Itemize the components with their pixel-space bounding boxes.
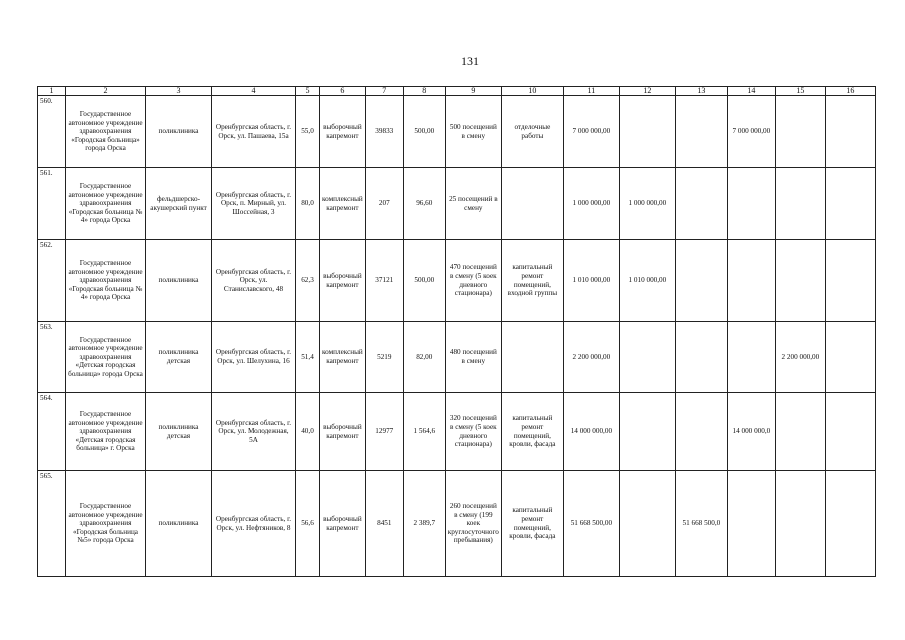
amount-cell bbox=[825, 240, 875, 322]
amount-cell bbox=[775, 168, 825, 240]
table-cell: 500,00 bbox=[403, 240, 445, 322]
capacity-cell: 320 посещений в смену (5 коек дневного стационара) bbox=[445, 393, 501, 471]
amount-cell bbox=[619, 393, 675, 471]
capacity-cell: 260 посещений в смену (199 коек круглосуточного пребывания) bbox=[445, 471, 501, 577]
amount-cell bbox=[727, 168, 775, 240]
amount-cell: 1 000 000,00 bbox=[619, 168, 675, 240]
table-row bbox=[38, 96, 876, 168]
amount-cell: 51 668 500,0 bbox=[675, 471, 727, 577]
table-cell: 51,4 bbox=[296, 322, 320, 393]
organization-cell: Государственное автономное учреждение здравоохранения «Городская больница № 4» города Орска bbox=[66, 168, 146, 240]
facility-type-cell: поликлиника bbox=[146, 96, 212, 168]
address-cell: Оренбургская область, г. Орск, ул. Станиславского, 48 bbox=[212, 240, 296, 322]
facility-type-cell: поликлиника детская bbox=[146, 322, 212, 393]
capacity-cell: 470 посещений в смену (5 коек дневного стационара) bbox=[445, 240, 501, 322]
amount-cell bbox=[775, 240, 825, 322]
column-number: 2 bbox=[66, 87, 146, 96]
address-cell: Оренбургская область, г. Орск, ул. Шелухина, 16 bbox=[212, 322, 296, 393]
address-cell: Оренбургская область, г. Орск, ул. Нефтяников, 8 bbox=[212, 471, 296, 577]
facility-type-cell: поликлиника детская bbox=[146, 393, 212, 471]
column-number: 12 bbox=[619, 87, 675, 96]
table-cell: 39833 bbox=[365, 96, 403, 168]
amount-cell bbox=[675, 96, 727, 168]
works-cell: отделочные работы bbox=[501, 96, 563, 168]
table-cell: 207 bbox=[365, 168, 403, 240]
table-row bbox=[38, 393, 876, 471]
amount-cell: 51 668 500,00 bbox=[563, 471, 619, 577]
amount-cell: 14 000 000,00 bbox=[563, 393, 619, 471]
table-cell: 12977 bbox=[365, 393, 403, 471]
table-cell: 8451 bbox=[365, 471, 403, 577]
table-cell: 56,6 bbox=[296, 471, 320, 577]
amount-cell: 1 010 000,00 bbox=[563, 240, 619, 322]
amount-cell: 2 200 000,00 bbox=[563, 322, 619, 393]
column-number: 4 bbox=[212, 87, 296, 96]
column-number: 5 bbox=[296, 87, 320, 96]
repair-type-cell: комплексный капремонт bbox=[320, 322, 366, 393]
column-number: 11 bbox=[563, 87, 619, 96]
table-cell: 96,60 bbox=[403, 168, 445, 240]
row-number: 565. bbox=[38, 471, 66, 577]
column-number: 14 bbox=[727, 87, 775, 96]
amount-cell bbox=[619, 96, 675, 168]
facility-type-cell: поликлиника bbox=[146, 240, 212, 322]
amount-cell bbox=[675, 240, 727, 322]
organization-cell: Государственное автономное учреждение здравоохранения «Городская больница № 4» города Орска bbox=[66, 240, 146, 322]
page-number: 131 bbox=[461, 54, 479, 68]
address-cell: Оренбургская область, г. Орск, п. Мирный, ул. Шоссейная, 3 bbox=[212, 168, 296, 240]
repair-type-cell: выборочный капремонт bbox=[320, 393, 366, 471]
column-number: 1 bbox=[38, 87, 66, 96]
works-cell: капитальный ремонт помещений, входной группы bbox=[501, 240, 563, 322]
column-number: 16 bbox=[825, 87, 875, 96]
table-cell: 80,0 bbox=[296, 168, 320, 240]
row-number: 564. bbox=[38, 393, 66, 471]
organization-cell: Государственное автономное учреждение здравоохранения «Детская городская больница» г. Орска bbox=[66, 393, 146, 471]
organization-cell: Государственное автономное учреждение здравоохранения «Городская больница» города Орска bbox=[66, 96, 146, 168]
capacity-cell: 500 посещений в смену bbox=[445, 96, 501, 168]
row-number: 563. bbox=[38, 322, 66, 393]
amount-cell bbox=[825, 393, 875, 471]
table-cell: 62,3 bbox=[296, 240, 320, 322]
row-number: 561. bbox=[38, 168, 66, 240]
amount-cell bbox=[825, 471, 875, 577]
amount-cell: 1 010 000,00 bbox=[619, 240, 675, 322]
amount-cell: 7 000 000,00 bbox=[563, 96, 619, 168]
works-cell bbox=[501, 168, 563, 240]
repair-type-cell: выборочный капремонт bbox=[320, 240, 366, 322]
amount-cell: 2 200 000,00 bbox=[775, 322, 825, 393]
amount-cell bbox=[775, 393, 825, 471]
amount-cell: 1 000 000,00 bbox=[563, 168, 619, 240]
address-cell: Оренбургская область, г. Орск, ул. Пашаева, 15а bbox=[212, 96, 296, 168]
table-cell: 500,00 bbox=[403, 96, 445, 168]
table-cell: 2 389,7 bbox=[403, 471, 445, 577]
facility-type-cell: поликлиника bbox=[146, 471, 212, 577]
amount-cell bbox=[727, 471, 775, 577]
column-number: 10 bbox=[501, 87, 563, 96]
organization-cell: Государственное автономное учреждение здравоохранения «Детская городская больница» города Орска bbox=[66, 322, 146, 393]
column-number: 8 bbox=[403, 87, 445, 96]
address-cell: Оренбургская область, г. Орск, ул. Молодежная, 5А bbox=[212, 393, 296, 471]
table-cell: 82,00 bbox=[403, 322, 445, 393]
amount-cell bbox=[775, 96, 825, 168]
amount-cell bbox=[619, 471, 675, 577]
amount-cell bbox=[675, 168, 727, 240]
table-row bbox=[38, 168, 876, 240]
column-number: 6 bbox=[320, 87, 366, 96]
amount-cell bbox=[675, 393, 727, 471]
capacity-cell: 25 посещений в смену bbox=[445, 168, 501, 240]
table-row bbox=[38, 322, 876, 393]
column-number: 15 bbox=[775, 87, 825, 96]
repair-type-cell: выборочный капремонт bbox=[320, 96, 366, 168]
header-row bbox=[38, 87, 876, 96]
row-number: 560. bbox=[38, 96, 66, 168]
table-cell: 40,0 bbox=[296, 393, 320, 471]
amount-cell bbox=[727, 240, 775, 322]
data-table bbox=[37, 86, 876, 577]
table-cell: 37121 bbox=[365, 240, 403, 322]
column-number: 3 bbox=[146, 87, 212, 96]
facility-type-cell: фельдшерско-акушерский пункт bbox=[146, 168, 212, 240]
capacity-cell: 480 посещений в смену bbox=[445, 322, 501, 393]
table-cell: 1 564,6 bbox=[403, 393, 445, 471]
amount-cell bbox=[675, 322, 727, 393]
amount-cell bbox=[825, 168, 875, 240]
amount-cell bbox=[825, 322, 875, 393]
repair-type-cell: выборочный капремонт bbox=[320, 471, 366, 577]
table-row bbox=[38, 471, 876, 577]
amount-cell: 7 000 000,00 bbox=[727, 96, 775, 168]
works-cell bbox=[501, 322, 563, 393]
amount-cell bbox=[825, 96, 875, 168]
organization-cell: Государственное автономное учреждение здравоохранения «Городская больница №5» города Орска bbox=[66, 471, 146, 577]
repair-type-cell: комплексный капремонт bbox=[320, 168, 366, 240]
works-cell: капитальный ремонт помещений, кровли, фасада bbox=[501, 393, 563, 471]
amount-cell bbox=[775, 471, 825, 577]
table-row bbox=[38, 240, 876, 322]
amount-cell: 14 000 000,0 bbox=[727, 393, 775, 471]
works-cell: капитальный ремонт помещений, кровли, фасада bbox=[501, 471, 563, 577]
table-cell: 5219 bbox=[365, 322, 403, 393]
amount-cell bbox=[619, 322, 675, 393]
amount-cell bbox=[727, 322, 775, 393]
column-number: 13 bbox=[675, 87, 727, 96]
column-number: 9 bbox=[445, 87, 501, 96]
table-cell: 55,0 bbox=[296, 96, 320, 168]
column-number: 7 bbox=[365, 87, 403, 96]
row-number: 562. bbox=[38, 240, 66, 322]
